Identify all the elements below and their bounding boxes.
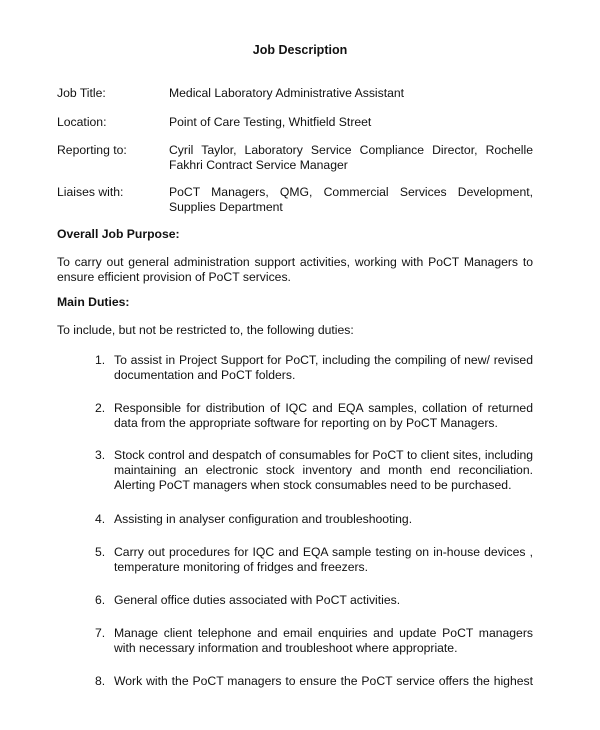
duty-item xyxy=(95,448,533,493)
field-value: Medical Laboratory Administrative Assistant xyxy=(169,86,405,100)
duty-number: 1. xyxy=(95,353,106,367)
duty-number: 8. xyxy=(95,674,106,688)
field-label: Reporting to: xyxy=(57,143,127,157)
duty-text: Stock control and despatch of consumables for PoCT to client sites, including maintaining an electronic stock inventory and month end reconciliation. Alerting PoCT managers when stock consumables need to be purchased. xyxy=(114,448,533,492)
duty-text: To assist in Project Support for PoCT, including the compiling of new/ revised documentation and PoCT folders. xyxy=(114,353,533,382)
duty-item xyxy=(95,593,533,608)
duty-number: 7. xyxy=(95,626,106,640)
duty-number: 4. xyxy=(95,512,106,526)
duty-text: General office duties associated with PoCT activities. xyxy=(114,593,401,607)
duty-number: 6. xyxy=(95,593,106,607)
duty-text: Carry out procedures for IQC and EQA sample testing on in-house devices , temperature monitoring of fridges and freezers. xyxy=(114,545,533,574)
duties-heading: Main Duties: xyxy=(57,295,130,309)
duty-item xyxy=(95,674,533,689)
duty-text: Assisting in analyser configuration and troubleshooting. xyxy=(114,512,413,526)
duty-number: 2. xyxy=(95,401,106,415)
duty-text: Responsible for distribution of IQC and EQA samples, collation of returned data from the appropriate software for reporting on by PoCT Managers. xyxy=(114,401,533,430)
field-label: Job Title: xyxy=(57,86,106,100)
duty-text: Work with the PoCT managers to ensure the PoCT service offers the highest xyxy=(114,674,533,688)
duty-item xyxy=(95,353,533,383)
field-reporting-to xyxy=(57,143,533,173)
duty-item xyxy=(95,626,533,656)
duty-item xyxy=(95,512,533,527)
purpose-text: To carry out general administration support activities, working with PoCT Managers to ensure efficient provision of PoCT services. xyxy=(57,255,533,284)
duty-text: Manage client telephone and email enquiries and update PoCT managers with necessary information and troubleshoot where appropriate. xyxy=(114,626,533,655)
purpose-heading: Overall Job Purpose: xyxy=(57,227,180,241)
field-value: PoCT Managers, QMG, Commercial Services Development, Supplies Department xyxy=(169,185,533,214)
field-value: Cyril Taylor, Laboratory Service Compliance Director, Rochelle Fakhri Contract Service Manager xyxy=(169,143,533,172)
field-job-title xyxy=(57,86,533,101)
duty-number: 3. xyxy=(95,448,106,462)
page-title: Job Description xyxy=(252,43,348,57)
field-liaises-with xyxy=(57,185,533,215)
duty-item xyxy=(95,545,533,575)
duty-number: 5. xyxy=(95,545,106,559)
field-value: Point of Care Testing, Whitfield Street xyxy=(169,115,372,129)
duties-intro: To include, but not be restricted to, the following duties: xyxy=(57,323,354,337)
field-location xyxy=(57,115,533,130)
duty-item xyxy=(95,401,533,431)
field-label: Liaises with: xyxy=(57,185,124,199)
field-label: Location: xyxy=(57,115,107,129)
